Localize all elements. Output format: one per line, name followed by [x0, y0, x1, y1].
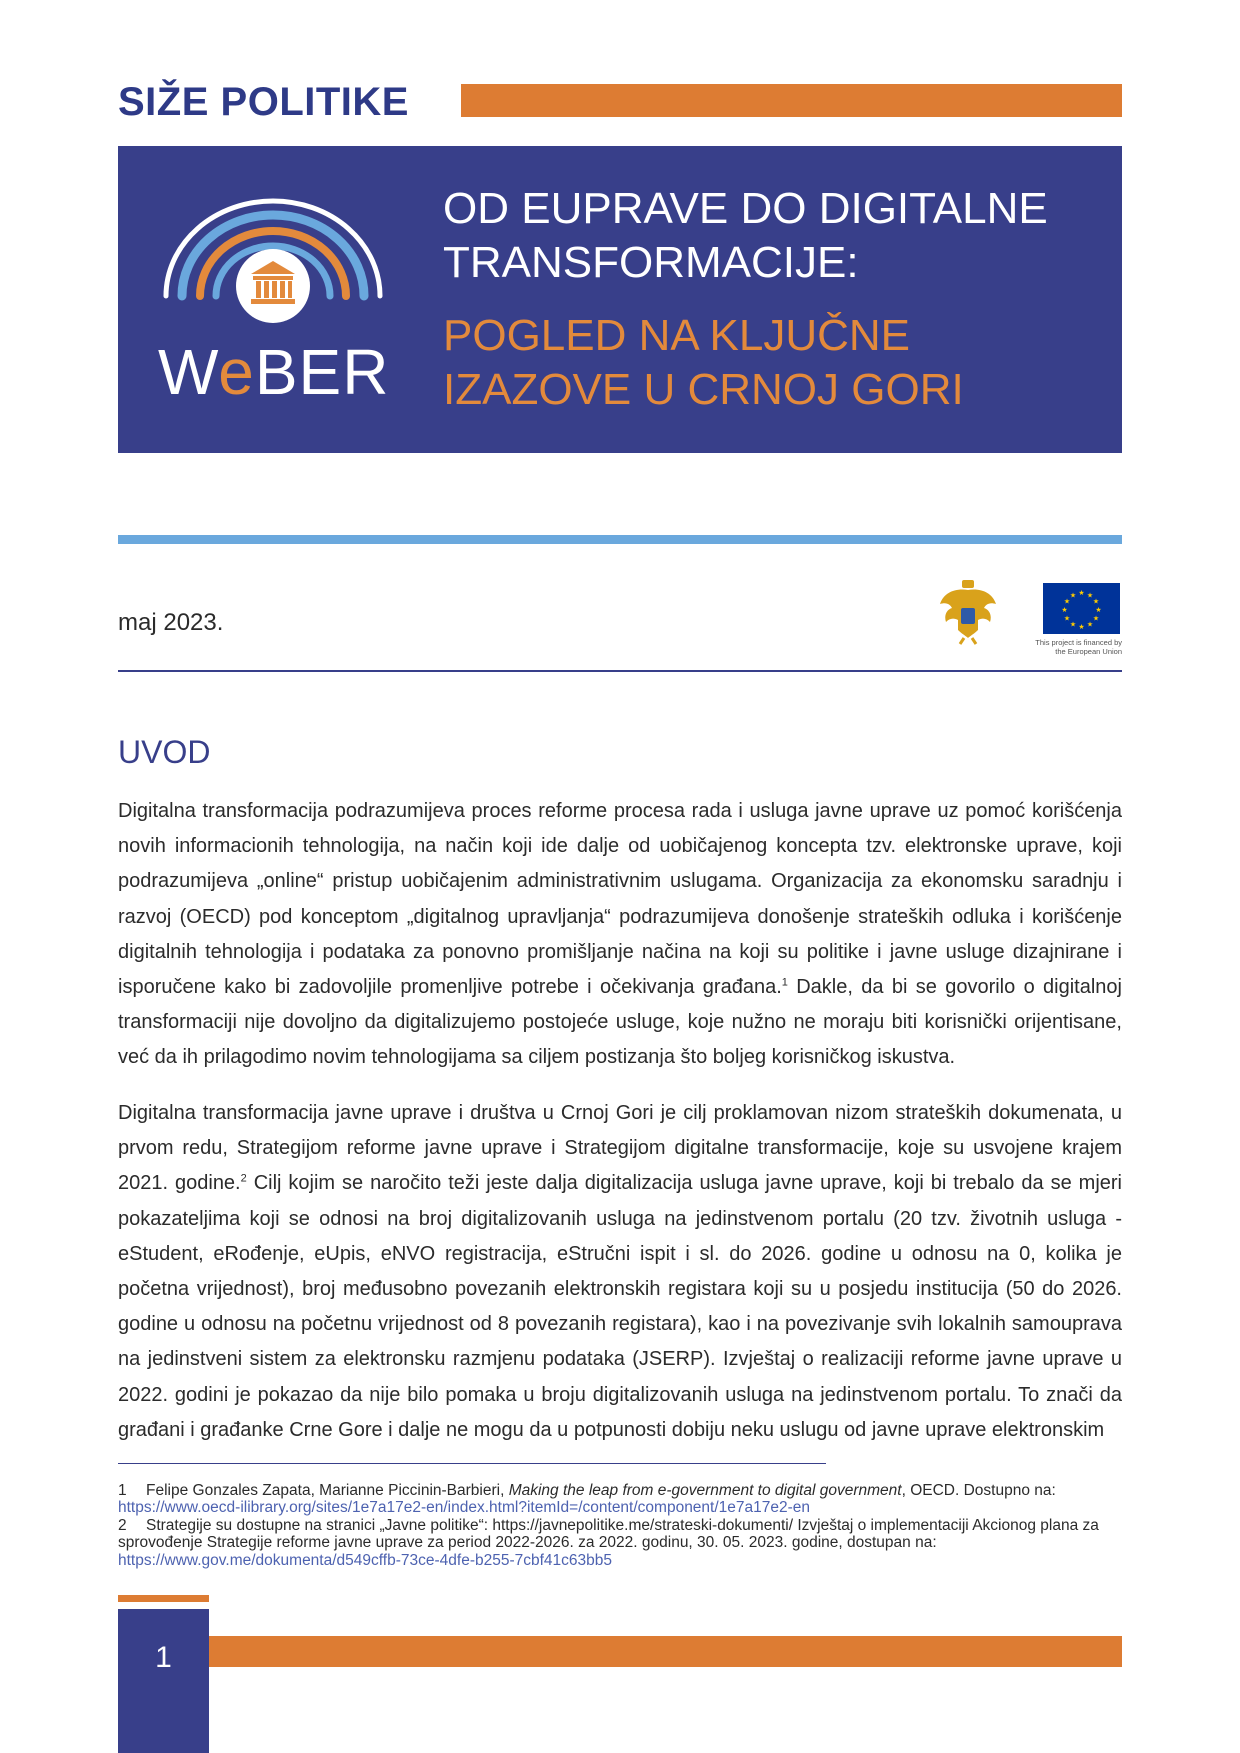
- body-paragraph-1: Digitalna transformacija podrazumijeva proces reforme procesa rada i usluga javne uprave uz pomoć korišćenja novih informacionih tehnologija, na način koji ide dalje od uobičajenog koncepta tzv. elektronske uprave, koji podrazumijeva „online“ pristup uobičajenim administrativnim uslugama. Organizacija za ekonomsku saradnju i razvoj (OECD) pod konceptom „digitalnog upravljanja“ podrazumijeva donošenje strateških odluka i korišćenje digitalnih tehnologija i podataka za ponovno promišljanje načina na koji su politike i javne usluge dizajnirane i isporučene kako bi zadovoljile promenljive potrebe i očekivanja građana.$^1$ Dakle, da bi se govorilo o digitalnoj transformaciji nije dovoljno da digitalizujemo postojeće usluge, koje nužno ne moraju biti korisnički orijentisane, već da ih prilagodimo novim tehnologijama sa ciljem postizanja što boljeg korisničkog iskustva.: [118, 800, 1122, 1069]
- svg-text:★: ★: [1061, 606, 1068, 614]
- body-paragraph-2: Digitalna transformacija javne uprave i društva u Crnoj Gori je cilj proklamovan nizom strateških dokumenata, u prvom redu, Strategijom reforme javne uprave i Strategijom digitalne transformacije, koje su usvojene krajem 2021. godine.$^2$ Cilj kojim se naročito teži jeste dalja digitalizacija usluga javne uprave, koji bi trebalo da se mjeri pokazateljima koji se odnosi na broj digitalizovanih usluga na jedinstvenom portalu (20 tzv. životnih usluga - eStudent, eRođenje, eUpis, eNVO registracija, eStručni ispit i sl. do 2026. godine u odnosu na 0, kolika je početna vrijednost), broj međusobno povezanih elektronskih registara koji su u posjedu institucija (50 do 2026. godine u odnosu na početnu vrijednost od 8 povezanih registara), kao i na povezivanje svih lokalnih samouprava na jedinstveni sistem za elektronsku razmjenu podataka (JSERP). Izvještaj o realizaciji reforme javne uprave u 2022. godini je pokazao da nije bilo pomaka u broju digitalizovanih usluga na jedinstvenom portalu. To znači da građani i građanke Crne Gore i dalje ne mogu da u potpunosti dobiju neku uslugu od javne uprave elektronskim: [118, 1102, 1122, 1441]
- svg-text:★: ★: [1092, 597, 1100, 606]
- cited-title: Making the leap from e-government to digital government: [508, 1482, 902, 1499]
- document-title: OD EUPRAVE DO DIGITALNE TRANSFORMACIJE:: [443, 184, 1048, 287]
- svg-text:★: ★: [1095, 606, 1102, 614]
- divider-blue: [118, 535, 1122, 544]
- svg-text:★: ★: [1078, 623, 1085, 631]
- section-heading: UVOD: [118, 734, 211, 770]
- svg-text:★: ★: [1086, 591, 1094, 600]
- document-subtitle: POGLED NA KLJUČNE IZAZOVE U CRNOJ GORI: [443, 311, 964, 414]
- publication-date: maj 2023.: [118, 609, 224, 636]
- footnote-link-1[interactable]: https://www.oecd-ilibrary.org/sites/1e7a17e2-en/index.html?itemId=/content/component/1e7a17e2-en: [118, 1499, 811, 1517]
- svg-text:★: ★: [1069, 591, 1077, 600]
- eu-funding-caption: This project is financed by the European Union: [1035, 638, 1122, 656]
- footnote-ref-1[interactable]: 1: [781, 976, 788, 989]
- footnote-1: 1 Felipe Gonzales Zapata, Marianne Piccinin-Barbieri, Making the leap from e-government to digital government, OECD. Dostupno na: https://www.oecd-ilibrary.org/sites/1e7a17e2-en/index.html?itemId=/content/component/1e7a17e2-en: [118, 1482, 1056, 1517]
- page-number: 1: [155, 1641, 172, 1674]
- weber-logo-icon: [158, 188, 388, 338]
- svg-text:★: ★: [1063, 597, 1071, 606]
- svg-text:★: ★: [1086, 620, 1094, 629]
- footnote-link-2[interactable]: https://www.gov.me/dokumenta/d549cffb-73ce-4dfe-b255-7cbf41c63bb5: [118, 1551, 613, 1569]
- footer-orange-bar: [209, 1636, 1122, 1667]
- svg-text:★: ★: [1092, 614, 1100, 623]
- footnote-divider: [118, 1463, 826, 1464]
- header-orange-bar: [461, 84, 1122, 117]
- page-tab-accent: [118, 1595, 209, 1602]
- divider-navy: [118, 670, 1122, 672]
- weber-logo-text: WeBER: [158, 336, 390, 408]
- footnotes: [118, 1482, 1122, 1569]
- eu-flag-icon: [1043, 583, 1120, 634]
- weber-logo: [158, 188, 388, 408]
- title-banner: [118, 146, 1122, 453]
- footnote-2: 2 Strategije su dostupne na stranici „Javne politike“: https://javnepolitike.me/strateski-dokumenti/ Izvještaj o implementaciji Akcionog plana za sprovođenje Strategije reforme javne uprave za period 2022-2026. za 2022. godinu, 30. 05. 2023. godine, dostupan na: https://www.gov.me/dokumenta/d549cffb-73ce-4dfe-b255-7cbf41c63bb5: [118, 1516, 1099, 1569]
- footnote-ref-2[interactable]: 2: [240, 1172, 247, 1185]
- svg-text:★: ★: [1063, 614, 1071, 623]
- montenegro-coat-of-arms-icon: [938, 578, 998, 646]
- svg-text:★: ★: [1078, 589, 1085, 597]
- document-type-label: SIŽE POLITIKE: [118, 80, 409, 124]
- page-number-tab: [118, 1609, 209, 1753]
- svg-text:★: ★: [1069, 620, 1077, 629]
